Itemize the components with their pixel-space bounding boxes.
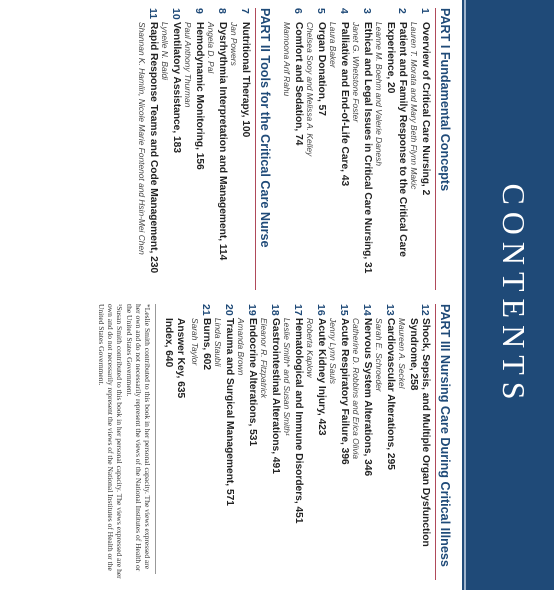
chapter-title: Organ Donation, 57 [316,22,327,116]
chapter-title: Hemodynamic Monitoring, 156 [194,22,205,170]
chapter-entry[interactable] [236,304,258,580]
chapter-body [190,318,212,580]
chapter-authors: Leslie Smith* and Susan Smith¹ [282,318,292,436]
chapter-entry[interactable] [328,304,350,580]
chapter-authors: Janet G. Whetstone Foster [351,22,361,123]
chapter-body [183,22,205,290]
part-heading: PART II Tools for the Critical Care Nurse [255,8,272,290]
chapter-entry[interactable] [213,304,235,580]
chapter-number: 12 [419,304,431,316]
chapter-number: 20 [223,304,235,316]
chapter-title: Palliative and End-of-Life Care, 43 [339,22,350,187]
chapter-title: Hematological and Immune Disorders, 451 [293,318,304,524]
chapter-title: Nutritional Therapy, 100 [240,22,251,138]
chapter-entry[interactable] [397,304,431,580]
chapter-entry[interactable] [183,8,205,290]
chapter-entry[interactable] [409,8,431,290]
chapter-number: 7 [239,8,251,14]
chapter-authors: Leanne M. Boehm and Valerie Danesh [374,22,384,167]
chapter-entry[interactable] [282,8,304,290]
chapter-authors: Eleanor R. Fitzpatrick [259,318,269,399]
chapter-title: Gastrointestinal Alterations, 491 [270,318,281,474]
chapter-body [351,22,373,290]
chapter-authors: Roberta Kaplow [305,318,315,378]
chapter-body [374,22,408,290]
index-entry[interactable]: Index, 640 [163,318,174,368]
chapter-authors: Laura Baker [328,22,338,68]
chapter-entry[interactable] [282,304,304,580]
chapter-number: 10 [170,8,182,20]
chapter-entry[interactable] [206,8,228,290]
chapter-entry[interactable] [305,8,327,290]
chapter-body [409,22,431,290]
chapter-body [328,318,350,580]
chapter-entry[interactable] [305,304,327,580]
chapter-body [397,318,431,580]
part-heading: PART III Nursing Care During Critical Illness [435,304,452,580]
chapter-number: 6 [292,8,304,14]
chapter-number: 11 [147,8,159,20]
chapter-body [236,318,258,580]
chapter-body [282,318,304,580]
chapter-title: Dysrhythmia Interpretation and Management, 114 [217,22,228,261]
chapter-authors: Angela D. Pal [206,22,216,74]
chapter-authors: Maureen A. Seckel [397,318,407,389]
chapter-body [229,22,251,290]
chapter-body [328,22,350,290]
chapter-title: Acute Respiratory Failure, 396 [339,318,350,465]
chapter-authors: Jan Powers [229,22,239,66]
chapter-title: Acute Kidney Injury, 423 [316,318,327,436]
chapter-number: 18 [269,304,281,316]
chapter-body [282,22,304,290]
chapter-number: 4 [338,8,350,14]
chapter-title: Endocrine Alterations, 531 [247,318,258,447]
chapter-list [137,8,251,290]
chapter-number: 2 [396,8,408,14]
chapter-body [206,22,228,290]
chapter-title: Ethical and Legal Issues in Critical Care Nursing, 31 [362,22,373,274]
chapter-authors: Mamoona Arif Rahu [282,22,292,97]
chapter-title: Rapid Response Teams and Code Management, 230 [148,22,159,274]
contents-banner [462,0,554,590]
chapter-entry[interactable] [160,8,182,290]
chapter-entry[interactable] [190,304,212,580]
footnote: ¹Susan Smith contributed to this book in her personal capacity. The views expressed are her own and do not necessarily represent the views of the National Institutes of Health or the United States Government. [96,304,125,579]
chapter-title: Patient and Family Response to the Critical Care Experience, 20 [385,22,408,257]
chapter-number: 13 [384,304,396,316]
chapter-authors: Catherine D. Robbins and Erica Olivia [351,318,361,460]
chapter-entry[interactable] [374,304,396,580]
chapter-number: 14 [361,304,373,316]
banner-divider [464,0,466,590]
chapter-entry[interactable] [259,304,281,580]
chapter-authors: Linda Staubli [213,318,223,367]
chapter-number: 1 [419,8,431,14]
chapter-entry[interactable] [328,8,350,290]
chapter-entry[interactable] [229,8,251,290]
footnote-divider [155,304,156,574]
chapter-number: 15 [338,304,350,316]
chapter-body [374,318,396,580]
chapter-authors: Chelsea Sooy and Melissa A. Kelley [305,22,315,157]
chapter-number: 19 [246,304,258,316]
chapter-title: Shock, Sepsis, and Multiple Organ Dysfunction Syndrome, 258 [408,318,431,547]
answer-key-entry[interactable]: Answer Key, 635 [175,318,186,399]
part-heading: PART I Fundamental Concepts [435,8,452,290]
left-column [137,8,452,290]
chapter-authors: Lauren T. Morata and Mary Beth Flynn Makic [409,22,419,190]
chapter-number: 16 [315,304,327,316]
chapter-authors: Paul Anthony Thurman [183,22,193,108]
chapter-title: Trauma and Surgical Management, 571 [224,318,235,506]
chapter-body [351,318,373,580]
chapter-title: Ventilatory Assistance, 183 [171,22,182,153]
chapter-number: 8 [216,8,228,14]
chapter-entry[interactable] [351,304,373,580]
chapter-number: 17 [292,304,304,316]
chapter-body [137,22,159,290]
chapter-title: Burns, 602 [201,318,212,371]
footnote: *Leslie Smith contributed to this book in her personal capacity. The views expressed are her own and do not necessarily represent the views of the National Institutes of Health or the United States Government. [124,304,152,572]
chapter-number: 21 [200,304,212,316]
chapter-list [190,304,431,580]
chapter-authors: Sarah Taylor [190,318,200,366]
right-column [97,304,452,580]
chapter-body [213,318,235,580]
chapter-list [282,8,431,290]
chapter-authors: Sarah E. Schroeder [374,318,384,392]
chapter-entry[interactable] [351,8,373,290]
chapter-number: 9 [193,8,205,14]
chapter-title: Nervous System Alterations, 346 [362,318,373,477]
chapter-authors: Amanda Brown [236,318,246,376]
chapter-body [305,318,327,580]
chapter-title: Comfort and Sedation, 74 [293,22,304,146]
chapter-body [305,22,327,290]
chapter-entry[interactable] [374,8,408,290]
chapter-authors: Jenny Lynn Sauls [328,318,338,384]
chapter-authors: Lynelle N. Baldi [160,22,170,81]
chapter-authors: Shannan K. Hamlin, Nicole Marie Fontenot and Hsin-Mei Chen [137,22,147,255]
chapter-title: Overview of Critical Care Nursing, 2 [420,22,431,196]
chapter-number: 5 [315,8,327,14]
chapter-entry[interactable] [137,8,159,290]
chapter-title: Cardiovascular Alterations, 295 [385,318,396,470]
chapter-body [160,22,182,290]
contents-title: CONTENTS [496,183,532,407]
chapter-body [259,318,281,580]
chapter-number: 3 [361,8,373,14]
